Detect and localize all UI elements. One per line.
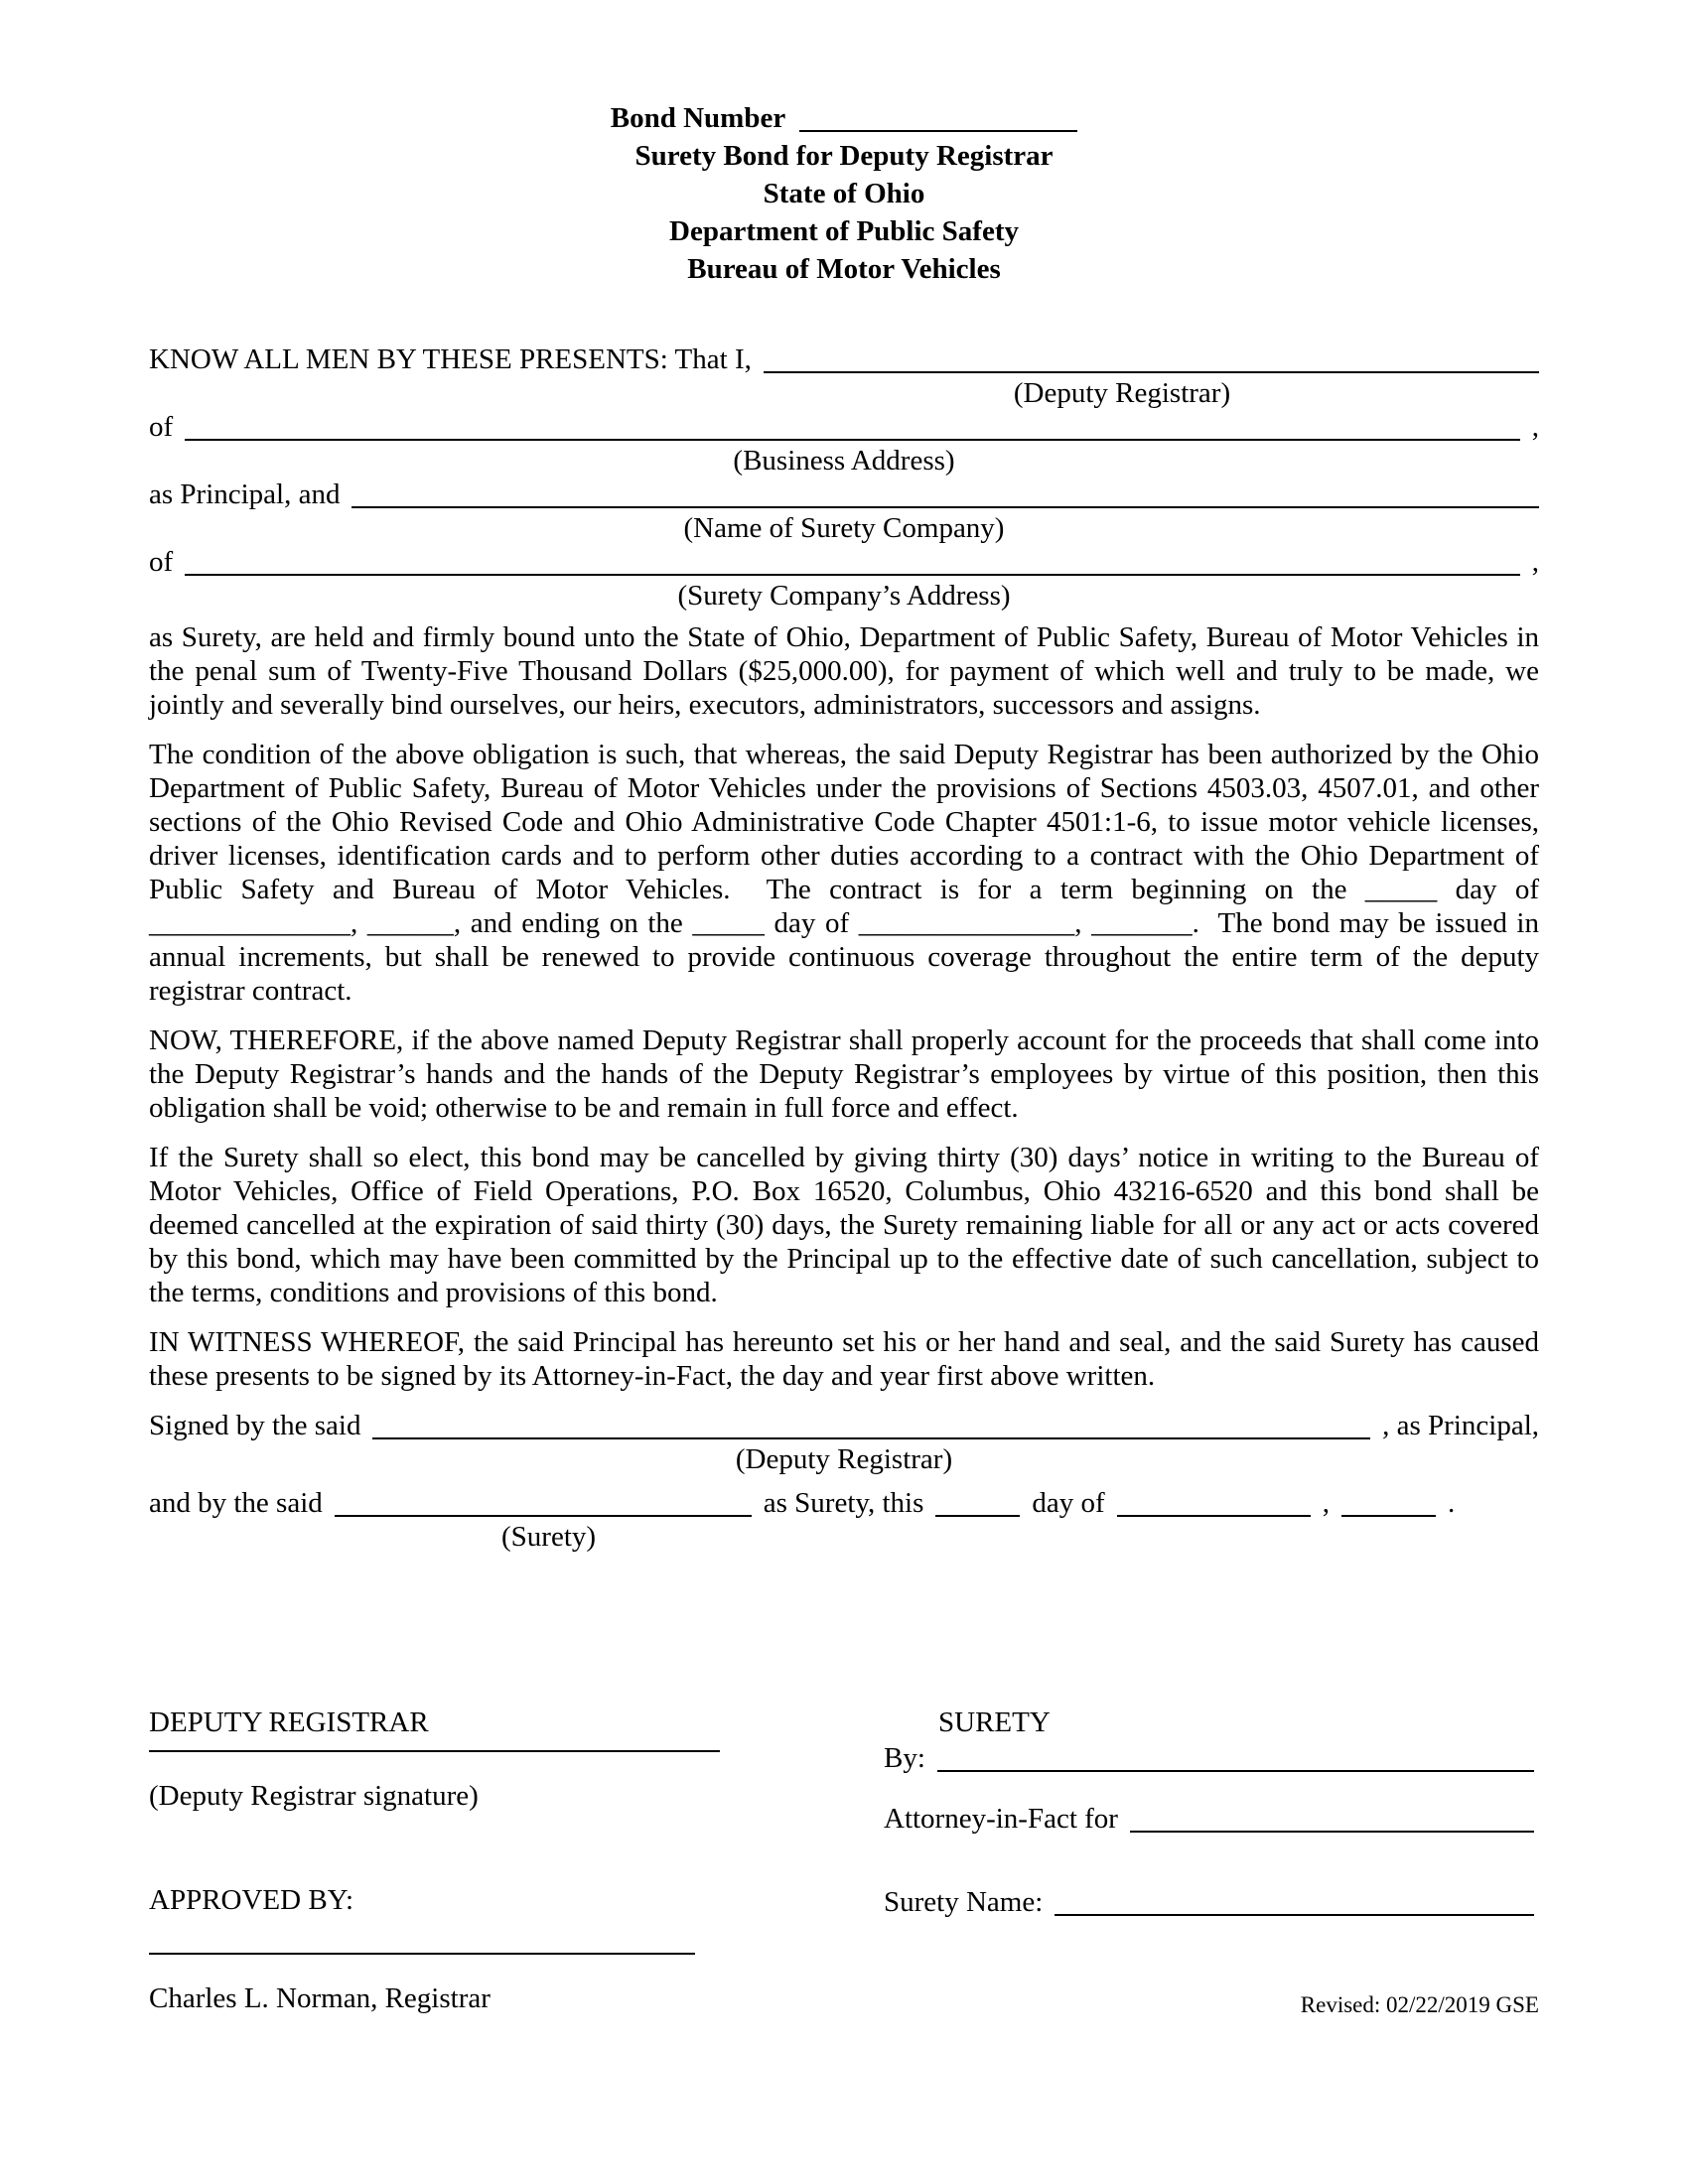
surety-company-caption: (Name of Surety Company) (683, 512, 1005, 544)
document-header (149, 99, 1539, 288)
paragraph-witness: IN WITNESS WHEREOF, the said Principal has hereunto set his or her hand and seal, and the said Surety has caused these presents to be signed by its Attorney-in-Fact, the day and year first above written. (149, 1326, 1539, 1392)
business-address-row (149, 410, 1539, 444)
by-signature-blank[interactable] (937, 1746, 1534, 1772)
know-all-label: KNOW ALL MEN BY THESE PRESENTS: That I, (149, 343, 752, 375)
bond-number-label: Bond Number (610, 102, 786, 134)
of-label: of (149, 411, 174, 443)
signature-block (149, 1688, 1539, 2045)
by-label: By: (884, 1742, 925, 1774)
and-by-label: and by the said (149, 1487, 323, 1519)
surety-address-caption: (Surety Company’s Address) (677, 580, 1011, 612)
trailing-comma: , (1531, 411, 1539, 443)
principal-signature-name-blank[interactable] (372, 1414, 1370, 1439)
approved-by-signature-blank[interactable] (149, 1953, 695, 1955)
paragraph-condition: The condition of the above obligation is such, that whereas, the said Deputy Registrar has been authorized by the Ohio Department of Public Safety, Bureau of Motor Vehicles under the provisions of Sections 4503.03, 4507.01, and other sections of the Ohio Revised Code and Ohio Administrative Code Chapter 4501:1-6, to issue motor vehicle licenses, driver licenses, identification cards and to perform other duties according to a contract with the Ohio Department of Public Safety and Bureau of Motor Vehicles. The contract is for a term beginning on the _____ day of ______________, ______, and ending on the _____ day of _______________, _______. The bond may be issued in annual increments, but shall be renewed to provide continuous coverage throughout the entire term of the deputy registrar contract. (149, 739, 1539, 1007)
business-address-blank[interactable] (185, 415, 1520, 441)
as-principal-label: as Principal, and (149, 478, 341, 510)
year-blank[interactable] (1341, 1491, 1436, 1517)
comma-label: , (1322, 1487, 1330, 1519)
registrar-name: Charles L. Norman, Registrar (149, 1982, 491, 2014)
surety-name-blank[interactable] (1055, 1890, 1534, 1916)
revised-note: Revised: 02/22/2019 GSE (1300, 1992, 1539, 2017)
surety-caption: (Surety) (501, 1521, 597, 1553)
of-label-2: of (149, 546, 174, 578)
surety-heading: SURETY (938, 1706, 1051, 1738)
surety-name-row (884, 1885, 1534, 1919)
surety-address-row (149, 545, 1539, 579)
deputy-signature-caption: (Deputy Registrar signature) (149, 1780, 479, 1812)
attorney-in-fact-row (884, 1802, 1534, 1836)
principal-name-row (149, 342, 1539, 376)
deputy-registrar-name-blank[interactable] (764, 347, 1539, 373)
deputy-registrar-signature-blank[interactable] (149, 1750, 720, 1752)
deputy-registrar-caption: (Deputy Registrar) (1013, 377, 1231, 409)
approved-by-label: APPROVED BY: (149, 1884, 354, 1916)
title-department: Department of Public Safety (669, 215, 1019, 247)
signed-deputy-registrar-caption: (Deputy Registrar) (735, 1443, 953, 1475)
signed-principal-row (149, 1409, 1539, 1442)
opening-section (149, 342, 1539, 613)
paragraph-surety-bound: as Surety, are held and firmly bound unto the State of Ohio, Department of Public Safety, Bureau of Motor Vehicles in the penal sum of Twenty-Five Thousand Dollars ($25,000.00), for payment of which well and truly to be made, we jointly and severally bind ourselves, our heirs, executors, administrators, successors and assigns. (149, 621, 1539, 721)
attorney-in-fact-blank[interactable] (1130, 1807, 1534, 1833)
business-address-caption: (Business Address) (733, 445, 955, 477)
title-surety-bond: Surety Bond for Deputy Registrar (634, 140, 1054, 172)
bond-number-blank[interactable] (799, 106, 1077, 132)
surety-company-name-blank[interactable] (352, 482, 1539, 508)
as-principal-suffix: , as Principal, (1382, 1410, 1539, 1441)
title-state-of-ohio: State of Ohio (763, 178, 925, 209)
month-blank[interactable] (1117, 1491, 1311, 1517)
surety-name-label: Surety Name: (884, 1886, 1044, 1918)
attorney-in-fact-label: Attorney-in-Fact for (884, 1803, 1118, 1835)
title-bureau: Bureau of Motor Vehicles (687, 253, 1001, 285)
deputy-registrar-heading: DEPUTY REGISTRAR (149, 1706, 429, 1738)
day-of-label: day of (1032, 1487, 1105, 1519)
signed-by-label: Signed by the said (149, 1410, 361, 1441)
trailing-comma-2: , (1531, 546, 1539, 578)
surety-company-row (149, 478, 1539, 511)
paragraph-cancellation: If the Surety shall so elect, this bond may be cancelled by giving thirty (30) days’ notice in writing to the Bureau of Motor Vehicles, Office of Field Operations, P.O. Box 16520, Columbus, Ohio 43216-6520 and this bond shall be deemed cancelled at the expiration of said thirty (30) days, the Surety remaining liable for all or any act or acts covered by this bond, which may have been committed by the Principal up to the effective date of such cancellation, subject to the terms, conditions and provisions of this bond. (149, 1142, 1539, 1308)
day-blank[interactable] (935, 1491, 1020, 1517)
as-surety-this-label: as Surety, this (763, 1487, 924, 1519)
surety-company-address-blank[interactable] (185, 550, 1520, 576)
signature-clause-section (149, 1409, 1539, 1554)
surety-signed-name-blank[interactable] (335, 1491, 752, 1517)
paragraph-now-therefore: NOW, THEREFORE, if the above named Deputy Registrar shall properly account for the proceeds that shall come into the Deputy Registrar’s hands and the hands of the Deputy Registrar’s employees by virtue of this position, then this obligation shall be void; otherwise to be and remain in full force and effect. (149, 1024, 1539, 1124)
bond-number-row (149, 99, 1539, 137)
by-row (884, 1741, 1534, 1775)
signed-surety-row (149, 1486, 1539, 1520)
period-label: . (1447, 1487, 1456, 1519)
